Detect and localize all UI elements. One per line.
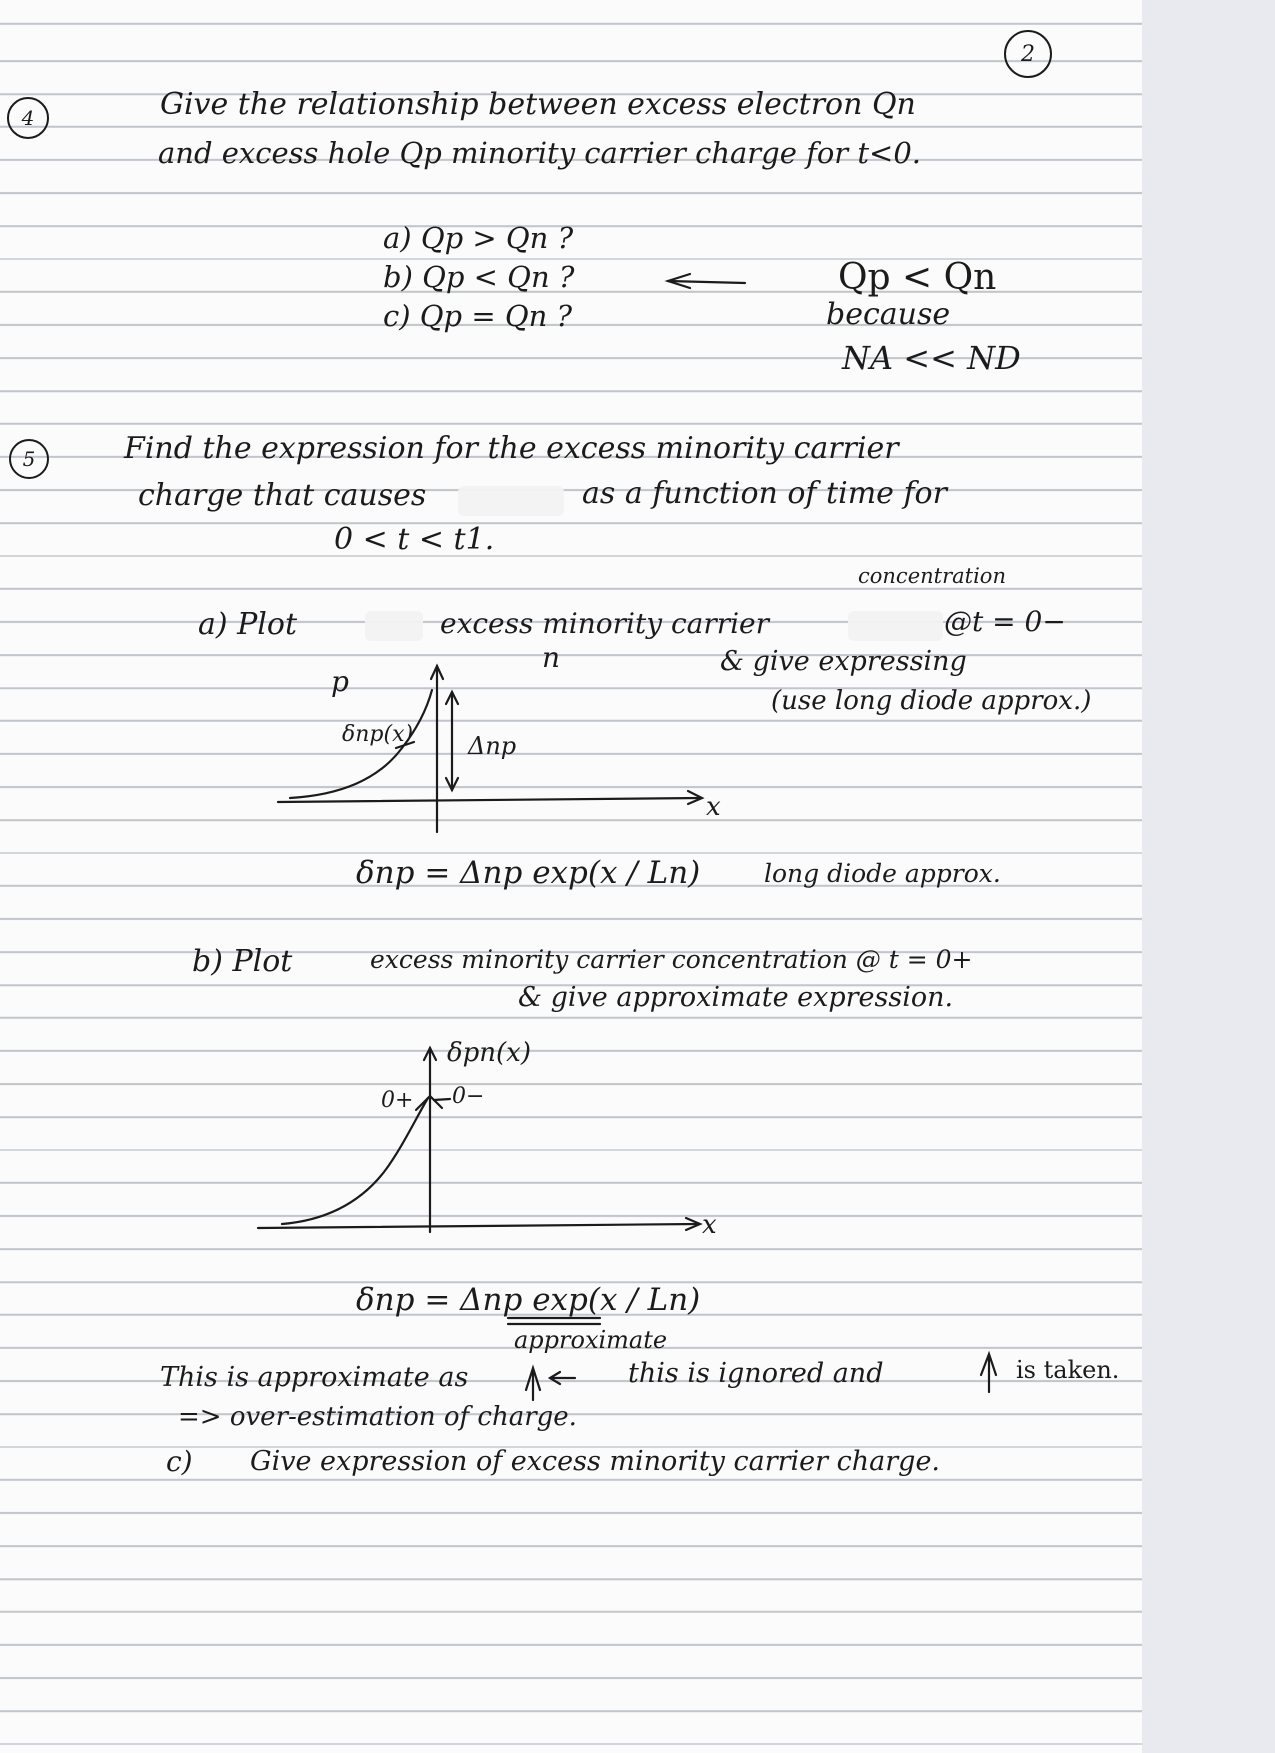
q5-line-1: Find the expression for the excess minority carrier (124, 431, 899, 466)
plot-a-x-axis (278, 798, 700, 802)
ignored-arrow-icon (526, 1368, 540, 1400)
q4-option-b: b) Qp < Qn ? (383, 260, 575, 294)
plot-b-curve (282, 1098, 428, 1224)
part-a-time: @t = 0− (944, 605, 1066, 638)
q4-option-a: a) Qp > Qn ? (383, 221, 574, 255)
part-a-equation: δnp = Δnp exp(x / Ln) (356, 855, 701, 891)
part-c-text: Give expression of excess minority carrier charge. (250, 1446, 941, 1477)
q5-line-2a: charge that causes (138, 478, 427, 513)
q4-option-c: c) Qp = Qn ? (383, 299, 573, 333)
q4-because: because (826, 297, 951, 332)
part-b-line-2: & give approximate expression. (518, 982, 954, 1013)
q5-line-3: 0 < t < t1. (334, 522, 495, 557)
part-a-concentration: concentration (858, 564, 1006, 588)
part-b-explain-4: => over-estimation of charge. (178, 1402, 577, 1432)
part-a-give: & give expressing (720, 646, 967, 677)
taken-arrow-icon (981, 1354, 996, 1392)
part-b-approximate: approximate (514, 1326, 668, 1354)
part-b-text: excess minority carrier concentration @ t = 0+ (370, 945, 973, 974)
part-a-approx-note: long diode approx. (764, 859, 1001, 888)
plot-b-x-label: x (702, 1210, 717, 1240)
explain-pointer-arrow (550, 1372, 575, 1384)
q4-reason: NA << ND (842, 339, 1021, 377)
part-b-label: b) Plot (192, 944, 293, 979)
part-b-explain-2: this is ignored and (628, 1358, 884, 1389)
scan-margin (1142, 0, 1275, 1753)
part-a-text: excess minority carrier (440, 607, 770, 640)
plot-b-x-axis (258, 1224, 698, 1228)
plot-a-p-label: p (331, 665, 349, 698)
part-b-explain-1: This is approximate as (160, 1362, 469, 1393)
plot-b-zero-minus: 0− (452, 1084, 485, 1109)
part-a-note: (use long diode approx.) (771, 686, 1092, 716)
plot-a-n-label: n (542, 641, 561, 674)
plot-a-delta-label: Δnp (468, 732, 517, 760)
q4-line-1: Give the relationship between excess electron Qn (160, 87, 916, 122)
plot-a-x-label: x (706, 792, 721, 822)
question-5-number: 5 (9, 439, 49, 479)
question-4-number: 4 (7, 97, 49, 139)
plot-b-pointer-arrow (434, 1099, 450, 1100)
part-a-label: a) Plot (198, 607, 298, 642)
part-b-equation-visible: δnp = Δnp exp(x / Ln) (356, 1282, 701, 1318)
page-number: 2 (1004, 30, 1052, 78)
q4-line-2: and excess hole Qp minority carrier charge for t<0. (158, 136, 921, 170)
plot-b-y-label: δpn(x) (447, 1038, 531, 1068)
q5-line-2b: as a function of time for (582, 476, 947, 511)
q4-answer: Qp < Qn (838, 257, 997, 298)
plot-b-zero-plus: 0+ (381, 1088, 414, 1113)
answer-arrow-icon (668, 281, 745, 283)
part-c-label: c) (166, 1445, 193, 1478)
part-b-explain-3: is taken. (1016, 1356, 1120, 1384)
plot-a-curve-label: δnp(x) (342, 722, 414, 747)
